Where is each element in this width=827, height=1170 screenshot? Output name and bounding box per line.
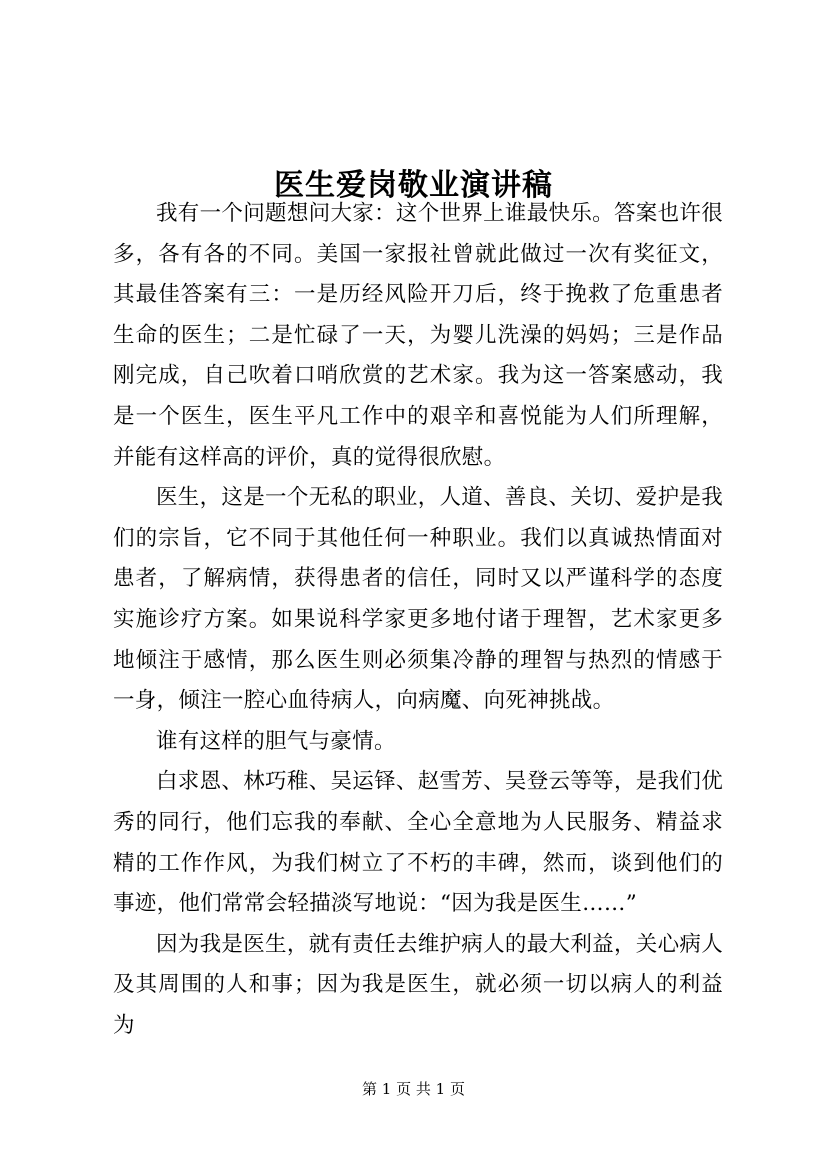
paragraph-5: 因为我是医生，就有责任去维护病人的最大利益，关心病人及其周围的人和事；因为我是医生，就必须一切以病人的利益为 bbox=[113, 931, 723, 1038]
page-title: 医生爱岗敬业演讲稿 bbox=[274, 168, 553, 204]
paragraph-3: 谁有这样的胆气与豪情。 bbox=[156, 728, 396, 754]
paragraph-2: 医生，这是一个无私的职业，人道、善良、关切、爱护是我们的宗旨，它不同于其他任何一种职业。我们以真诚热情面对患者，了解病情，获得患者的信任，同时又以严谨科学的态度实施诊疗方案。如果说科学家更多地付诸于理智，艺术家更多地倾注于感情，那么医生则必须集冷静的理智与热烈的情感于一身，倾注一腔心血待病人，向病魔、向死神挑战。 bbox=[113, 485, 723, 714]
document-body bbox=[113, 194, 723, 1046]
paragraph-4: 白求恩、林巧稚、吴运铎、赵雪芳、吴登云等等，是我们优秀的同行，他们忘我的奉献、全心全意地为人民服务、精益求精的工作作风，为我们树立了不朽的丰碑，然而，谈到他们的事迹，他们常常会轻描淡写地说：“因为我是医生……” bbox=[113, 769, 723, 917]
page-footer: 第 1 页 共 1 页 bbox=[362, 1080, 465, 1098]
paragraph-1: 我有一个问题想问大家：这个世界上谁最快乐。答案也许很多，各有各的不同。美国一家报社曾就此做过一次有奖征文，其最佳答案有三：一是历经风险开刀后，终于挽救了危重患者生命的医生；二是忙碌了一天，为婴儿洗澡的妈妈；三是作品刚完成，自己吹着口哨欣赏的艺术家。我为这一答案感动，我是一个医生，医生平凡工作中的艰辛和喜悦能为人们所理解，并能有这样高的评价，真的觉得很欣慰。 bbox=[113, 201, 723, 470]
